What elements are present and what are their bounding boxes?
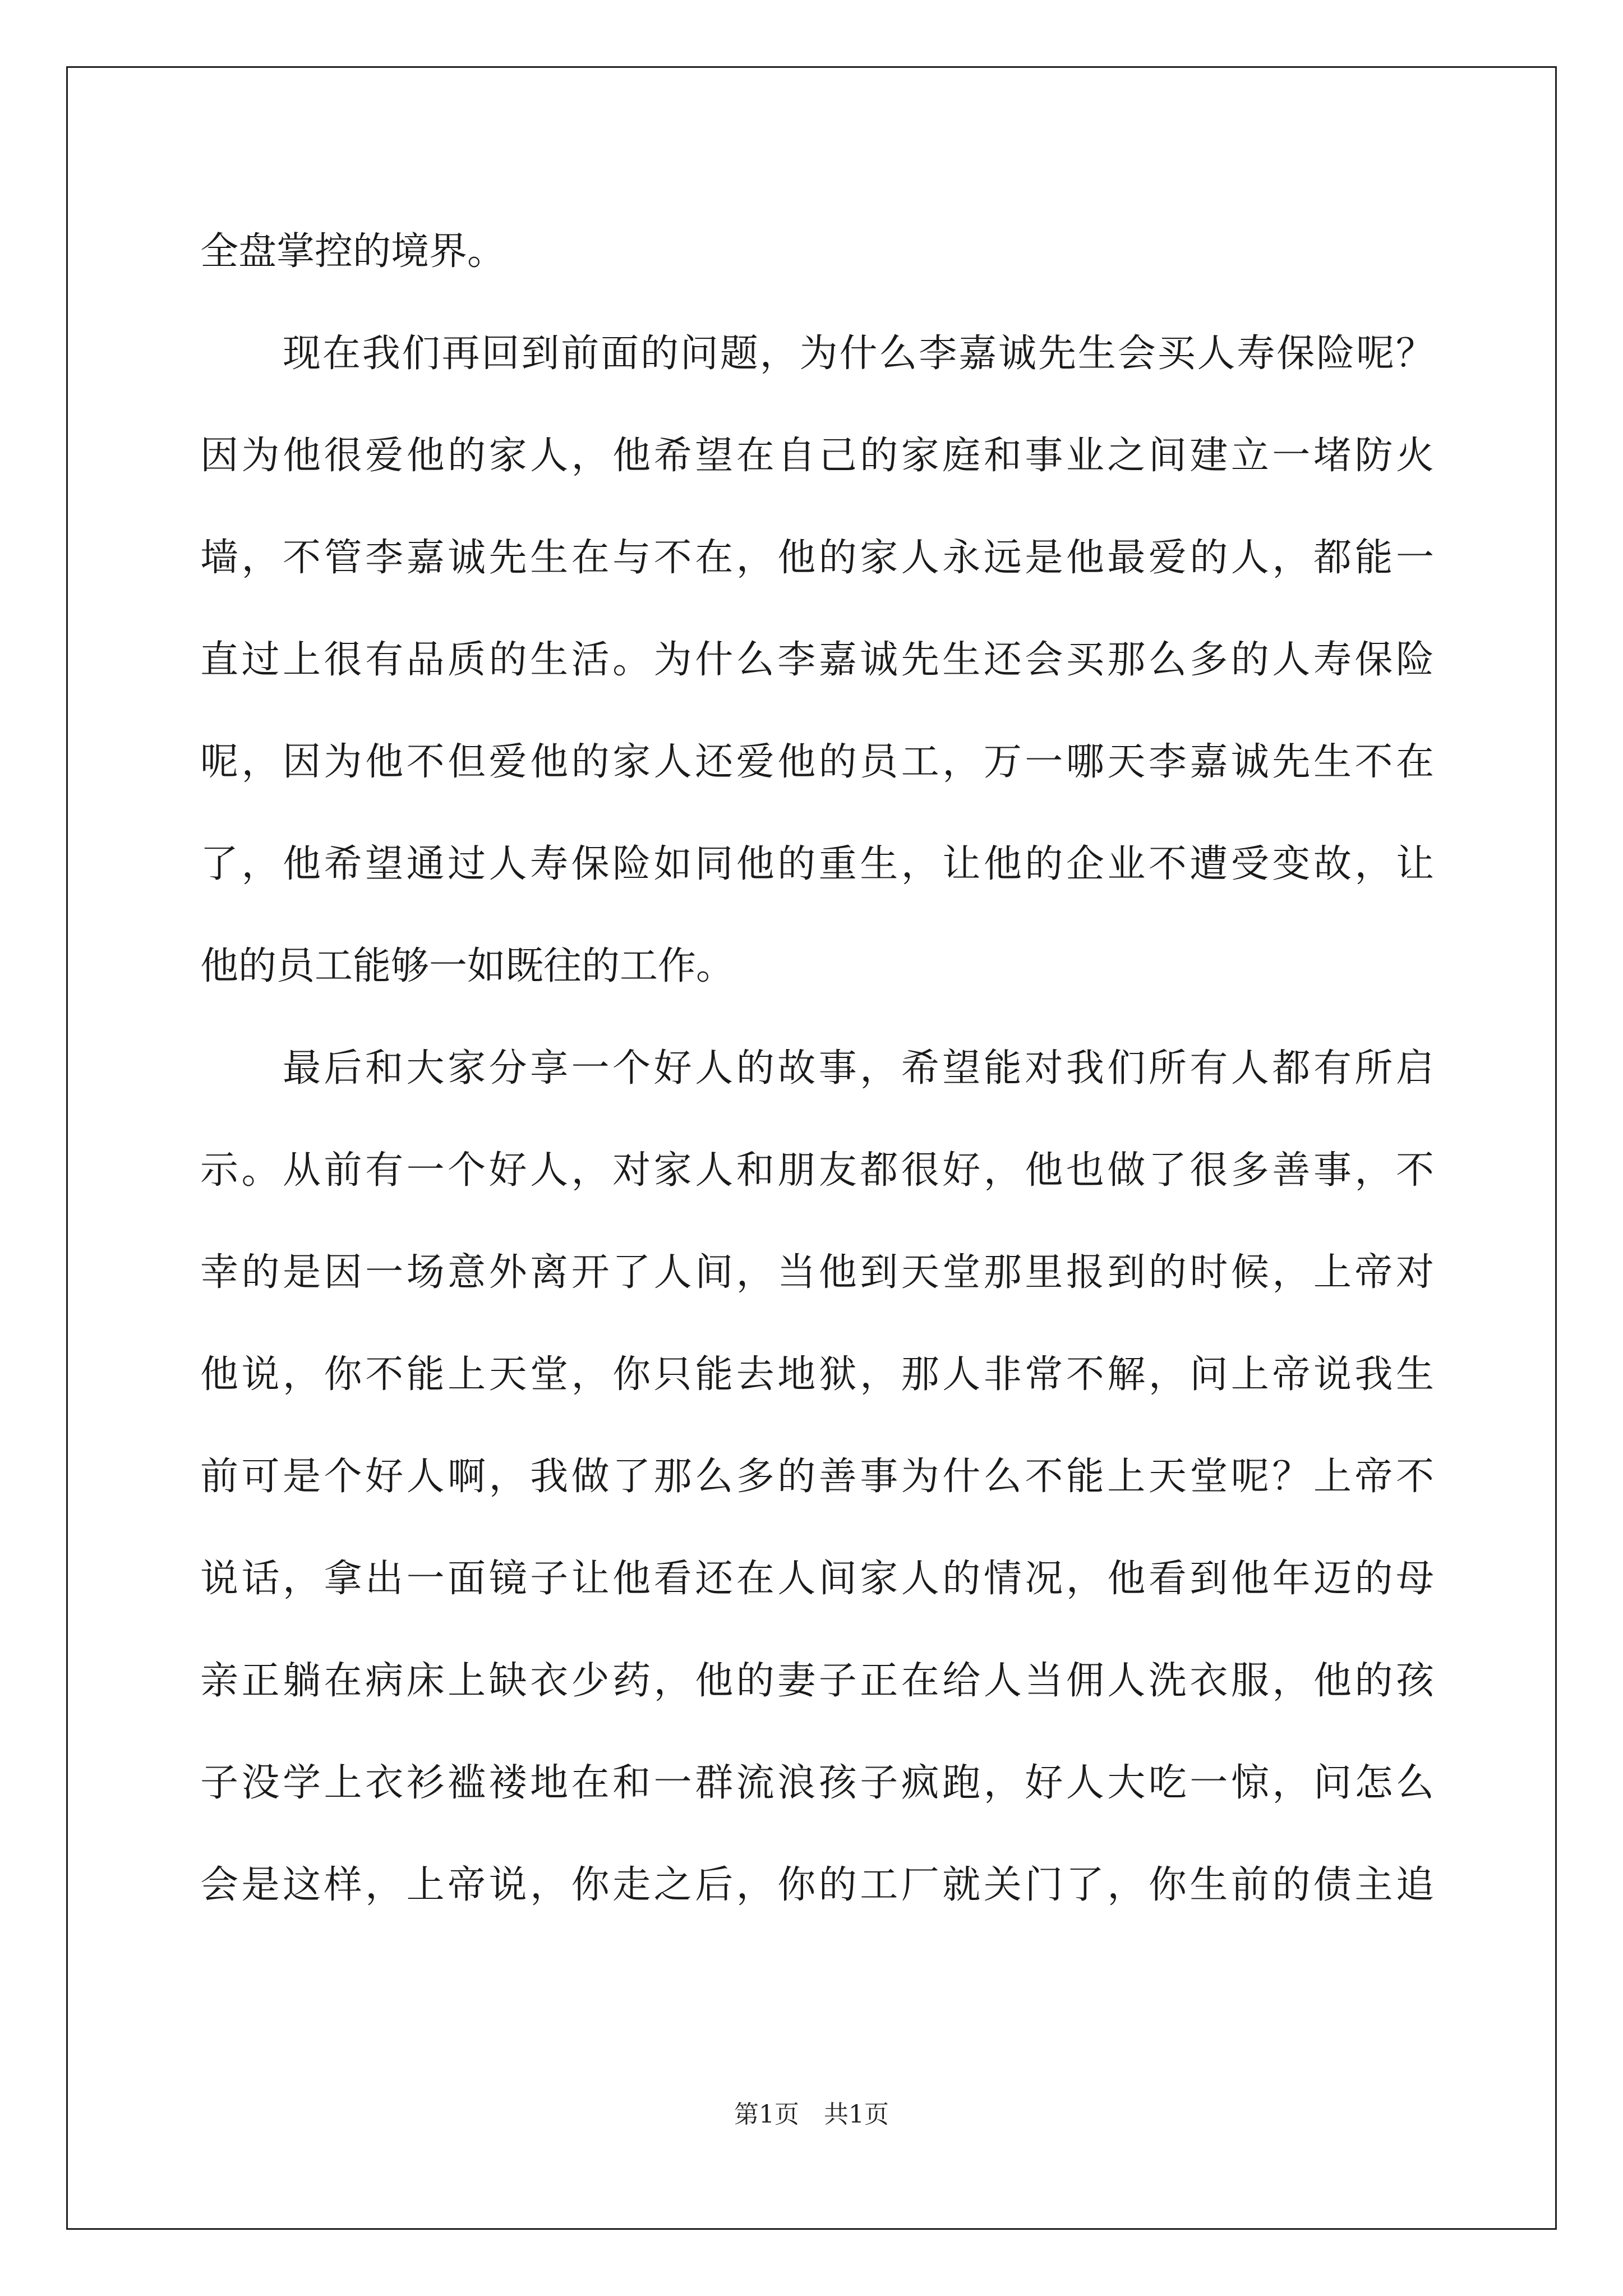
text-line-17: 会是这样，上帝说，你走之后，你的工厂就关门了，你生前的债主追 <box>200 1863 1434 1907</box>
text-line-1: 全盘掌控的境界。 <box>200 229 506 274</box>
text-line-7: 了，他希望通过人寿保险如同他的重生，让他的企业不遭受变故，让 <box>200 842 1434 886</box>
text-line-16: 子没学上衣衫褴褛地在和一群流浪孩子疯跑，好人大吃一惊，问怎么 <box>200 1761 1434 1805</box>
text-line-2: 现在我们再回到前面的问题，为什么李嘉诚先生会买人寿保险呢？ <box>283 332 1434 376</box>
text-line-3: 因为他很爱他的家人，他希望在自己的家庭和事业之间建立一堵防火 <box>200 434 1434 478</box>
text-line-4: 墙，不管李嘉诚先生在与不在，他的家人永远是他最爱的人，都能一 <box>200 536 1434 580</box>
text-line-6: 呢，因为他不但爱他的家人还爱他的员工，万一哪天李嘉诚先生不在 <box>200 740 1434 784</box>
text-line-5: 直过上很有品质的生活。为什么李嘉诚先生还会买那么多的人寿保险 <box>200 638 1434 682</box>
text-line-15: 亲正躺在病床上缺衣少药，他的妻子正在给人当佣人洗衣服，他的孩 <box>200 1659 1434 1703</box>
text-line-14: 说话，拿出一面镜子让他看还在人间家人的情况，他看到他年迈的母 <box>200 1557 1434 1601</box>
page-footer: 第1页 共1页 <box>734 2100 889 2129</box>
text-line-9: 最后和大家分享一个好人的故事，希望能对我们所有人都有所启 <box>283 1046 1434 1091</box>
text-line-8: 他的员工能够一如既往的工作。 <box>200 944 735 988</box>
text-line-13: 前可是个好人啊，我做了那么多的善事为什么不能上天堂呢？上帝不 <box>200 1455 1434 1499</box>
text-line-12: 他说，你不能上天堂，你只能去地狱，那人非常不解，问上帝说我生 <box>200 1352 1434 1397</box>
text-line-11: 幸的是因一场意外离开了人间，当他到天堂那里报到的时候，上帝对 <box>200 1250 1434 1295</box>
text-line-10: 示。从前有一个好人，对家人和朋友都很好，他也做了很多善事，不 <box>200 1148 1434 1193</box>
